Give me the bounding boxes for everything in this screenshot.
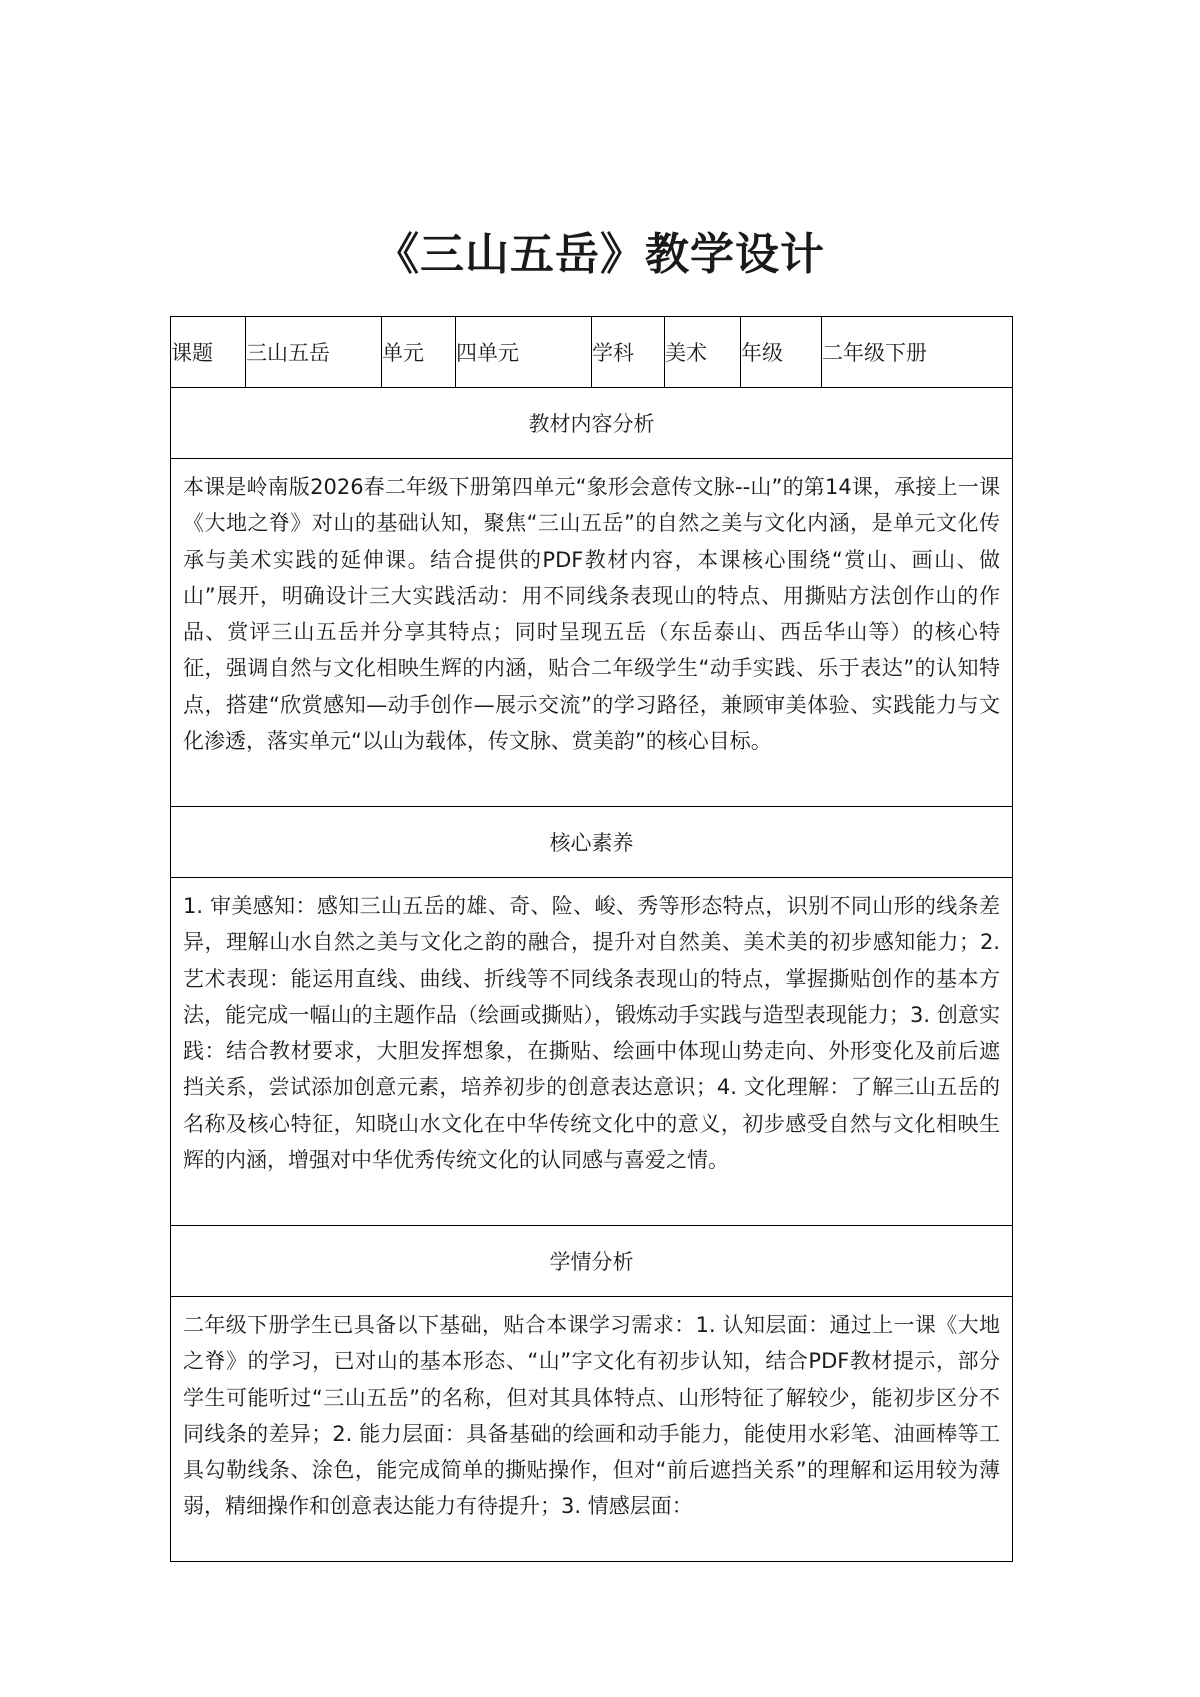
section-body-core-literacy: 1. 审美感知：感知三山五岳的雄、奇、险、峻、秀等形态特点，识别不同山形的线条差异，理解山水自然之美与文化之韵的融合，提升对自然美、美术美的初步感知能力；2. 艺术表现：能运用直线、曲线、折线等不同线条表现山的特点，掌握撕贴创作的基本方法，能完成一幅山的主题作品（绘画或撕贴），锻炼动手实践与造型表现能力；3. 创意实践：结合教材要求，大胆发挥想象，在撕贴、绘画中体现山势走向、外形变化及前后遮挡关系，尝试添加创意元素，培养初步的创意表达意识；4. 文化理解：了解三山五岳的名称及核心特征，知晓山水文化在中华传统文化中的意义，初步感受自然与文化相映生辉的内涵，增强对中华优秀传统文化的认同感与喜爱之情。 — [171, 878, 1013, 1226]
section-heading-row — [171, 807, 1013, 878]
meta-row — [171, 317, 1013, 388]
subject-value: 美术 — [665, 317, 741, 388]
grade-value: 二年级下册 — [822, 317, 1013, 388]
section-body-row — [171, 459, 1013, 807]
section-heading-student-analysis: 学情分析 — [171, 1226, 1013, 1297]
unit-label: 单元 — [382, 317, 456, 388]
section-body-textbook-analysis: 本课是岭南版2026春二年级下册第四单元“象形会意传文脉--山”的第14课，承接上一课《大地之脊》对山的基础认知，聚焦“三山五岳”的自然之美与文化内涵，是单元文化传承与美术实践的延伸课。结合提供的PDF教材内容，本课核心围绕“赏山、画山、做山”展开，明确设计三大实践活动：用不同线条表现山的特点、用撕贴方法创作山的作品、赏评三山五岳并分享其特点；同时呈现五岳（东岳泰山、西岳华山等）的核心特征，强调自然与文化相映生辉的内涵，贴合二年级学生“动手实践、乐于表达”的认知特点，搭建“欣赏感知—动手创作—展示交流”的学习路径，兼顾审美体验、实践能力与文化渗透，落实单元“以山为载体，传文脉、赏美韵”的核心目标。 — [171, 459, 1013, 807]
document-title: 《三山五岳》教学设计 — [375, 229, 825, 281]
section-body-row — [171, 878, 1013, 1226]
section-body-row — [171, 1297, 1013, 1562]
section-heading-row — [171, 1226, 1013, 1297]
topic-value: 三山五岳 — [246, 317, 382, 388]
subject-label: 学科 — [592, 317, 665, 388]
lesson-plan-table — [170, 316, 1013, 1562]
section-body-student-analysis: 二年级下册学生已具备以下基础，贴合本课学习需求：1. 认知层面：通过上一课《大地之脊》的学习，已对山的基本形态、“山”字文化有初步认知，结合PDF教材提示，部分学生可能听过“三山五岳”的名称，但对其具体特点、山形特征了解较少，能初步区分不同线条的差异；2. 能力层面：具备基础的绘画和动手能力，能使用水彩笔、油画棒等工具勾勒线条、涂色，能完成简单的撕贴操作，但对“前后遮挡关系”的理解和运用较为薄弱，精细操作和创意表达能力有待提升；3. 情感层面： — [171, 1297, 1013, 1562]
section-heading-row — [171, 388, 1013, 459]
topic-label: 课题 — [171, 317, 246, 388]
section-heading-core-literacy: 核心素养 — [171, 807, 1013, 878]
grade-label: 年级 — [741, 317, 822, 388]
unit-value: 四单元 — [456, 317, 592, 388]
section-heading-textbook-analysis: 教材内容分析 — [171, 388, 1013, 459]
